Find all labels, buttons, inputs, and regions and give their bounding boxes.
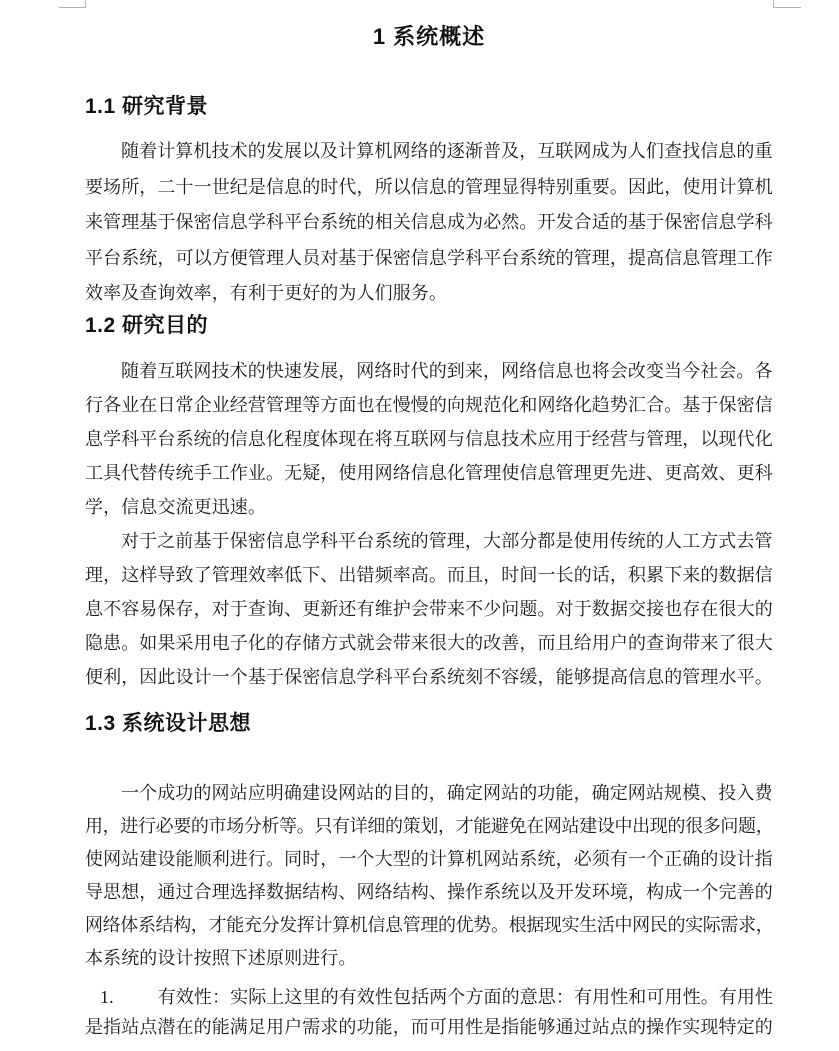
text-line: 息学科平台系统的信息化程度体现在将互联网与信息技术应用于经营与管理，以现代化	[85, 428, 773, 449]
paragraph	[85, 354, 773, 524]
text-line: 平台系统，可以方便管理人员对基于保密信息学科平台系统的管理，提高信息管理工作	[85, 247, 773, 268]
paragraph	[85, 777, 773, 975]
text-line: 便利，因此设计一个基于保密信息学科平台系统刻不容缓，能够提高信息的管理水平。	[85, 666, 773, 687]
list-item-number: 1.	[100, 986, 114, 1007]
text-line: 本系统的设计按照下述原则进行。	[85, 947, 357, 968]
list-item-text: 有效性：实际上这里的有效性包括两个方面的意思：有用性和可用性。有用性	[157, 986, 774, 1007]
text-line: 使网站建设能顺利进行。同时，一个大型的计算机网站系统，必须有一个正确的设计指	[85, 848, 773, 869]
text-line: 一个成功的网站应明确建设网站的目的，确定网站的功能，确定网站规模、投入费	[121, 782, 773, 803]
text-line: 学，信息交流更迅速。	[85, 496, 266, 517]
ordered-list-item	[85, 982, 773, 1042]
section-research-purpose	[85, 313, 773, 694]
text-line: 是指站点潜在的能满足用户需求的功能，而可用性是指能够通过站点的操作实现特定的	[85, 1016, 773, 1037]
text-line: 理，这样导致了管理效率低下、出错频率高。而且，时间一长的话，积累下来的数据信	[85, 564, 773, 585]
text-line: 息不容易保存，对于查询、更新还有维护会带来不少问题。对于数据交接也存在很大的	[85, 598, 773, 619]
text-line: 随着计算机技术的发展以及计算机网络的逐渐普及，互联网成为人们查找信息的重	[121, 141, 773, 161]
text-line	[85, 982, 773, 1012]
text-line: 用，进行必要的市场分析等。只有详细的策划，才能避免在网站建设中出现的很多问题，	[85, 815, 774, 836]
text-line: 来管理基于保密信息学科平台系统的相关信息成为必然。开发合适的基于保密信息学科	[85, 212, 773, 232]
section-heading-1-1: 1.1 研究背景	[85, 95, 209, 118]
text-line: 工具代替传统手工作业。无疑，使用网络信息化管理使信息管理更先进、更高效、更科	[85, 462, 773, 483]
text-line: 导思想，通过合理选择数据结构、网络结构、操作系统以及开发环境，构成一个完善的	[85, 881, 773, 902]
document-title: 1 系统概述	[372, 24, 486, 49]
text-line: 网络体系结构，才能充分发挥计算机信息管理的优势。根据现实生活中网民的实际需求，	[85, 914, 774, 935]
section-heading-1-3: 1.3 系统设计思想	[85, 711, 252, 735]
text-line: 行各业在日常企业经营管理等方面也在慢慢的向规范化和网络化趋势汇合。基于保密信	[85, 394, 773, 415]
text-line: 随着互联网技术的快速发展，网络时代的到来，网络信息也将会改变当今社会。各	[121, 360, 773, 381]
text-line: 要场所，二十一世纪是信息的时代，所以信息的管理显得特别重要。因此，使用计算机	[85, 176, 773, 197]
margin-crop-mark-left	[59, 0, 86, 8]
text-line: 对于之前基于保密信息学科平台系统的管理，大部分都是使用传统的人工方式去管	[121, 530, 773, 551]
text-line: 隐患。如果采用电子化的存储方式就会带来很大的改善，而且给用户的查询带来了很大	[85, 632, 773, 653]
section-heading-1-2: 1.2 研究目的	[85, 313, 209, 337]
section-system-design	[85, 711, 773, 1042]
text-line: 效率及查询效率，有利于更好的为人们服务。	[85, 283, 447, 303]
margin-crop-mark-right	[773, 0, 801, 8]
section-research-background	[85, 94, 773, 312]
paragraph	[85, 134, 773, 312]
paragraph	[85, 524, 773, 694]
